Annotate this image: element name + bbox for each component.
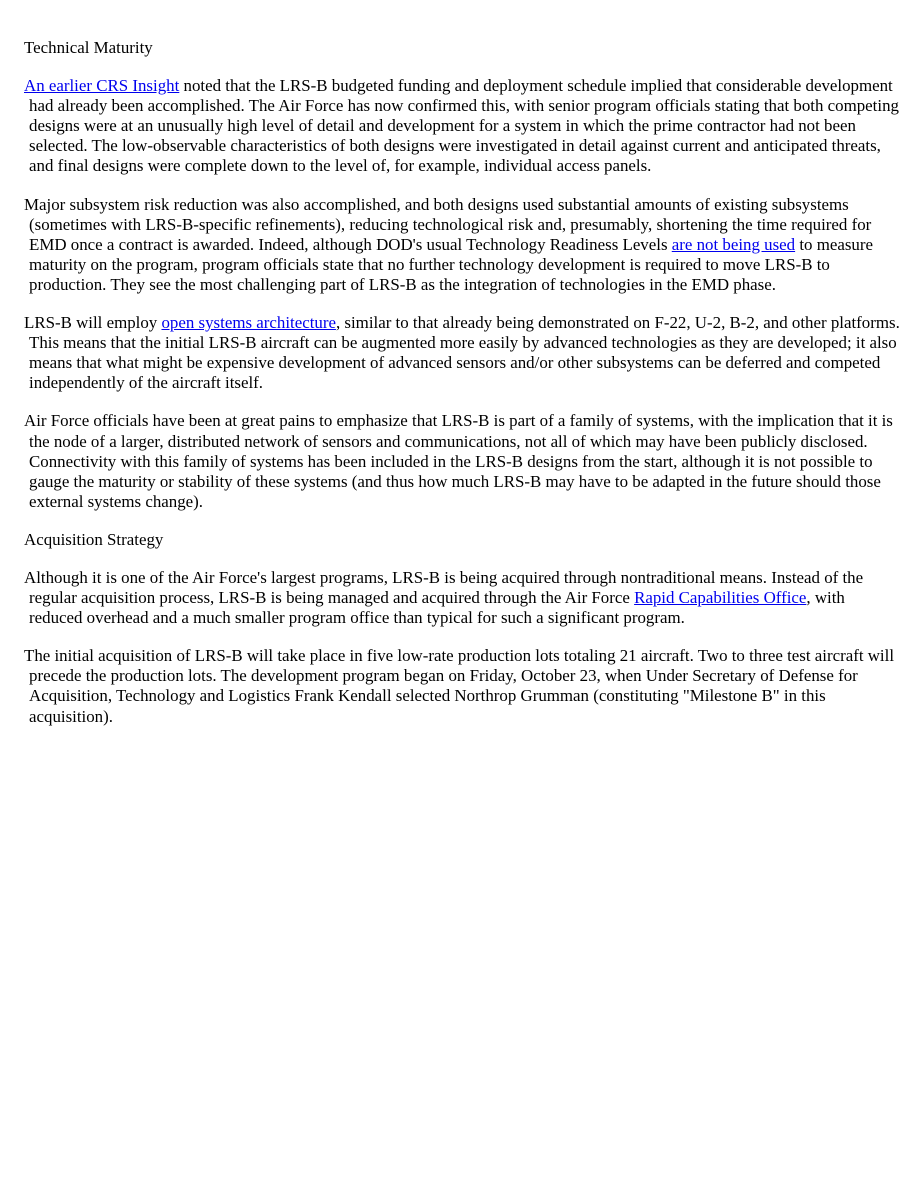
paragraph-text: Although it is one of the Air Force's largest programs, LRS-B is being acquired through nontraditional means. Instead of the regular acquisition process, LRS-B is being managed and acquired through the Air Force bbox=[24, 567, 864, 608]
section-heading-acquisition-strategy: Acquisition Strategy bbox=[24, 529, 164, 549]
paragraph-text: LRS-B will employ bbox=[24, 313, 162, 333]
paragraph-earlier-insight bbox=[24, 76, 900, 176]
link-rapid-capabilities-office[interactable]: Rapid Capabilities Office bbox=[634, 588, 807, 608]
paragraph-open-systems bbox=[24, 313, 900, 393]
paragraph-nontraditional-acquisition bbox=[24, 568, 900, 628]
paragraph-production-lots: The initial acquisition of LRS-B will take place in five low-rate production lots totaling 21 aircraft. Two to three test aircraft will precede the production lots. The development program began on Friday, October 23, when Under Secretary of Defense for Acquisition, Technology and Logistics Frank Kendall selected Northrop Grumman (constituting "Milestone B" in this acquisition). bbox=[24, 646, 895, 726]
paragraph-text: , with reduced overhead and a much smaller program office than typical for such a significant program. bbox=[29, 588, 845, 628]
paragraph-text: Major subsystem risk reduction was also accomplished, and both designs used substantial amounts of existing subsystems (sometimes with LRS-B-specific refinements), reducing technological risk and, presumably, shortening the time required for EMD once a contract is awarded. Indeed, although DOD's usual Technology Readiness Levels bbox=[24, 194, 872, 254]
paragraph-text: to measure maturity on the program, program officials state that no further technology development is required to move LRS-B to production. They see the most challenging part of LRS-B as the integration of technologies in the EMD phase. bbox=[29, 234, 873, 294]
link-are-not-being-used[interactable]: are not being used bbox=[671, 234, 796, 254]
paragraph-subsystem-risk bbox=[24, 195, 900, 295]
paragraph-family-of-systems: Air Force officials have been at great pains to emphasize that LRS-B is part of a family of systems, with the implication that it is the node of a larger, distributed network of sensors and communications, not all of which may have been publicly disclosed. Connectivity with this family of systems has been included in the LRS-B designs from the start, although it is not possible to gauge the maturity or stability of these systems (and thus how much LRS-B may have to be adapted in the future should those external systems change). bbox=[24, 411, 893, 511]
link-earlier-crs-insight[interactable]: An earlier CRS Insight bbox=[24, 76, 180, 96]
link-open-systems-architecture[interactable]: open systems architecture bbox=[161, 313, 336, 333]
paragraph-text: noted that the LRS-B budgeted funding and deployment schedule implied that considerable development had already been accomplished. The Air Force has now confirmed this, with senior program officials stating that both competing designs were at an unusually high level of detail and development for a system in which the prime contractor had not been selected. The low-observable characteristics of both designs were investigated in detail against current and anticipated threats, and final designs were complete down to the level of, for example, individual access panels. bbox=[29, 76, 899, 176]
paragraph-text: , similar to that already being demonstrated on F-22, U-2, B-2, and other platforms. This means that the initial LRS-B aircraft can be augmented more easily by advanced technologies as they are developed; it also means that what might be expensive development of advanced sensors and/or other subsystems can be deferred and competed independently of the aircraft itself. bbox=[29, 313, 900, 393]
section-heading-technical-maturity: Technical Maturity bbox=[24, 38, 153, 57]
